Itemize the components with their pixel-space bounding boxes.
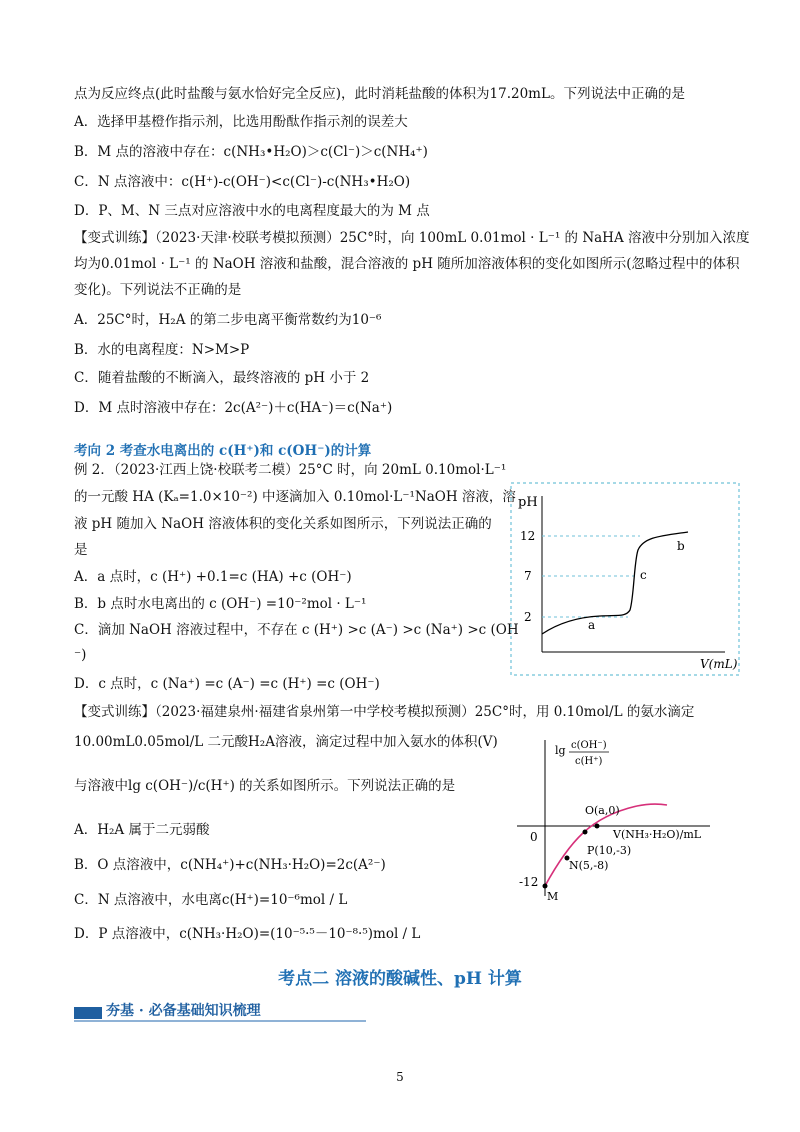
banner-text: 夯基 · 必备基础知识梳理 xyxy=(106,1003,261,1019)
point-a-label: a xyxy=(588,618,596,632)
point-O-label: O(a,0) xyxy=(585,804,620,817)
y-tick-7: 7 xyxy=(524,569,532,583)
text-line-l9: A．25C°时，H₂A 的第二步电离平衡常数约为10⁻⁶ xyxy=(74,312,382,328)
text-line-l27: B．O 点溶液中，c(NH₄⁺)+c(NH₃·H₂O)=2c(A²⁻) xyxy=(74,857,386,873)
ph-curve xyxy=(542,532,688,634)
chart-border xyxy=(511,483,739,675)
point-M-label: M xyxy=(547,890,559,903)
text-line-l29: D．P 点溶液中，c(NH₃·H₂O)=(10⁻⁵·⁵－10⁻⁸·⁵)mol / L xyxy=(74,926,421,942)
y-tick-2: 2 xyxy=(524,610,532,624)
text-line-l11: C．随着盐酸的不断滴入，最终溶液的 pH 小于 2 xyxy=(74,370,370,386)
text-line-l28: C．N 点溶液中，水电离c(H⁺)=10⁻⁶mol / L xyxy=(74,892,348,908)
text-line-l23: 【变式训练】（2023·福建泉州·福建省泉州第一中学校考模拟预测）25C°时，用 0.10mol/L 的氨水滴定 xyxy=(74,704,695,720)
text-line-l17: 是 xyxy=(74,542,88,558)
text-line-l3: B．M 点的溶液中存在：c(NH₃•H₂O)＞c(Cl⁻)＞c(NH₄⁺) xyxy=(74,144,428,160)
y-axis-label-den: c(H⁺) xyxy=(575,756,603,767)
text-line-l15: 的一元酸 HA (Kₐ=1.0×10⁻²) 中逐滴加入 0.10mol·L⁻¹NaOH 溶液，溶 xyxy=(74,489,516,505)
text-line-l8: 变化)。下列说法不正确的是 xyxy=(74,282,242,298)
text-line-l2: A．选择甲基橙作指示剂，比选用酚酞作指示剂的误差大 xyxy=(74,114,408,130)
y-axis-label: pH xyxy=(518,495,538,510)
point-P xyxy=(583,830,588,835)
y-axis-label-num: c(OH⁻) xyxy=(571,740,607,751)
text-line-l16: 液 pH 随加入 NaOH 溶液体积的变化关系如图所示，下列说法正确的 xyxy=(74,516,492,532)
text-line-l20: C．滴加 NaOH 溶液过程中，不存在 c (H⁺) >c (A⁻) >c (Na⁺) >c (OH xyxy=(74,622,519,638)
y-tick-12: 12 xyxy=(520,529,536,543)
text-line-l22: D．c 点时，c (Na⁺) =c (A⁻) =c (H⁺) =c (OH⁻) xyxy=(74,676,380,692)
text-line-l1: 点为反应终点(此时盐酸与氨水恰好完全反应)，此时消耗盐酸的体积为17.20mL。下列说法中正确的是 xyxy=(74,86,685,102)
x-axis-label: V(mL) xyxy=(700,657,738,671)
point-O xyxy=(595,824,600,829)
point-N-label: N(5,-8) xyxy=(569,859,609,872)
origin-label: 0 xyxy=(530,830,538,844)
text-line-l5: D．P、M、N 三点对应溶液中水的电离程度最大的为 M 点 xyxy=(74,203,430,219)
text-line-l10: B．水的电离程度：N>M>P xyxy=(74,342,250,358)
text-line-l18: A．a 点时，c (H⁺) +0.1=c (HA) +c (OH⁻) xyxy=(74,569,352,585)
point-c-label: c xyxy=(640,568,647,582)
lg-ratio-chart xyxy=(505,736,720,906)
text-line-l19: B．b 点时水电离出的 c (OH⁻) =10⁻²mol · L⁻¹ xyxy=(74,596,367,612)
heading-kaoxiang-2: 考向 2 考查水电离出的 c(H⁺)和 c(OH⁻)的计算 xyxy=(74,443,372,459)
x-axis-label: V(NH₃·H₂O)/mL xyxy=(613,828,702,841)
text-line-l21: ⁻) xyxy=(74,647,87,663)
point-b-label: b xyxy=(677,539,685,553)
section-title: 考点二 溶液的酸碱性、pH 计算 xyxy=(278,969,522,989)
ph-titration-chart xyxy=(510,482,740,676)
text-line-l4: C．N 点溶液中：c(H⁺)-c(OH⁻)<c(Cl⁻)-c(NH₃•H₂O) xyxy=(74,174,411,190)
point-M xyxy=(543,884,548,889)
text-line-l14: 例 2．（2023·江西上饶·校联考二模）25°C 时，向 20mL 0.10mol·L⁻¹ xyxy=(74,462,507,478)
point-P-label: P(10,-3) xyxy=(587,844,632,857)
text-line-l25: 与溶液中lg c(OH⁻)/c(H⁺) 的关系如图所示。下列说法正确的是 xyxy=(74,778,456,794)
banner-underline xyxy=(74,1020,366,1022)
text-line-l26: A．H₂A 属于二元弱酸 xyxy=(74,822,210,838)
y-tick-neg12: -12 xyxy=(519,875,539,889)
section-banner xyxy=(74,1000,366,1022)
text-line-l24: 10.00mL0.05mol/L 二元酸H₂A溶液，滴定过程中加入氨水的体积(V) xyxy=(74,734,498,750)
text-line-l7: 均为0.01mol · L⁻¹ 的 NaOH 溶液和盐酸，混合溶液的 pH 随所加溶液体积的变化如图所示(忽略过程中的体积 xyxy=(74,256,740,272)
y-axis-label-lg: lg xyxy=(555,744,566,757)
banner-bar xyxy=(74,1007,102,1019)
text-line-l6: 【变式训练】（2023·天津·校联考模拟预测）25C°时，向 100mL 0.01mol · L⁻¹ 的 NaHA 溶液中分别加入浓度 xyxy=(74,230,750,246)
page-number: 5 xyxy=(396,1070,404,1084)
text-line-l12: D．M 点时溶液中存在：2c(A²⁻)＋c(HA⁻)＝c(Na⁺) xyxy=(74,400,393,416)
